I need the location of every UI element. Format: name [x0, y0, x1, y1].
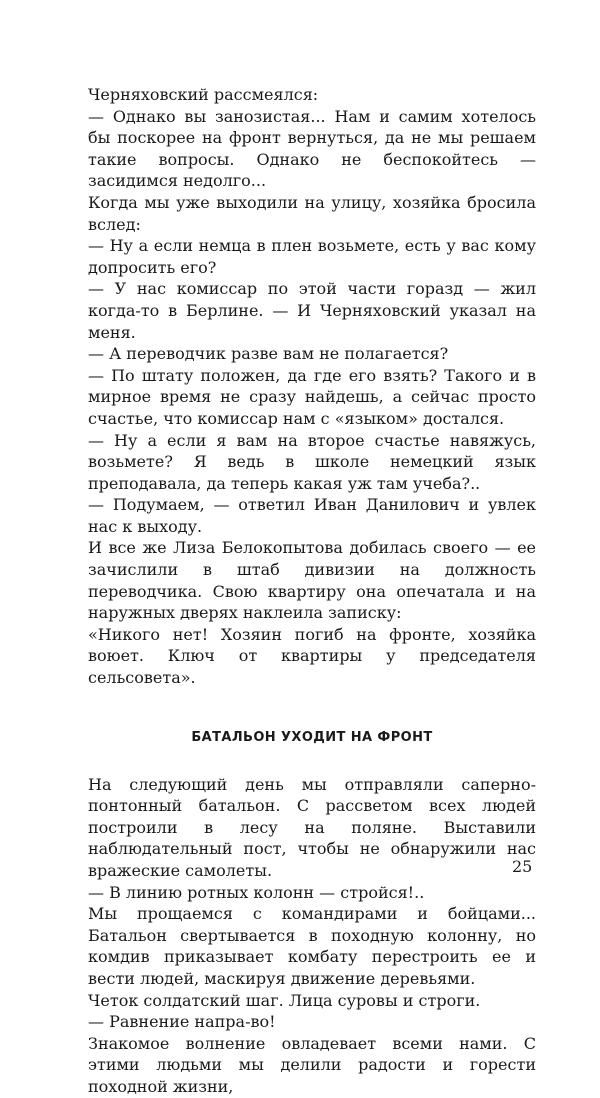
paragraph: Мы прощаемся с командирами и бойцами... Батальон свертывается в походную колонну, но комдив приказывает комбату перестроить ее и вести людей, маскируя движение деревьями. — [88, 904, 536, 988]
paragraph: — В линию ротных колонн — стройся!.. — [88, 882, 425, 902]
paragraph: Четок солдатский шаг. Лица суровы и строги. — [88, 990, 481, 1010]
page-number: 25 — [512, 857, 533, 876]
paragraph: Когда мы уже выходили на улицу, хозяйка бросила вслед: — [88, 192, 536, 234]
paragraph: Черняховский рассмеялся: — [88, 85, 319, 104]
paragraph: — Однако вы занозистая... Нам и самим хотелось бы поскорее на фронт вернуться, да не мы решаем такие вопросы. Однако не беспокойтесь — засидимся недолго... — [88, 106, 536, 191]
paragraph: — Ну а если немца в плен возьмете, есть у вас кому допросить его? — [88, 236, 536, 277]
paragraph: — Подумаем, — ответил Иван Данилович и увлек нас к выходу. — [88, 495, 536, 536]
paragraph: — А переводчик разве вам не полагается? — [88, 344, 449, 364]
chapter-heading: БАТАЛЬОН УХОДИТ НА ФРОНТ — [191, 729, 433, 745]
page-body — [88, 84, 536, 1098]
paragraph: Знакомое волнение овладевает всеми нами. С этими людьми мы делили радости и горести походной жизни, — [88, 1033, 536, 1096]
paragraph: — Ну а если я вам на второе счастье навяжусь, возьмете? Я ведь в школе немецкий язык преподавала, да теперь какая уж там учеба?.. — [88, 430, 536, 493]
paragraph: И все же Лиза Белокопытова добилась своего — ее зачислили в штаб дивизии на должность переводчика. Свою квартиру она опечатала и на наружных дверях наклеила записку: — [88, 538, 536, 623]
paragraph: «Никого нет! Хозяин погиб на фронте, хозяйка воюет. Ключ от квартиры у председателя сельсовета». — [88, 624, 536, 688]
paragraph: — У нас комиссар по этой части горазд — жил когда-то в Берлине. — И Черняховский указал на меня. — [88, 279, 536, 342]
paragraph: — Равнение напра-во! — [88, 1012, 276, 1032]
paragraph: На следующий день мы отправляли саперно-понтонный батальон. С рассветом всех людей построили в лесу на поляне. Выставили наблюдательный пост, чтобы не обнаружили нас вражеские самолеты. — [88, 774, 536, 880]
paragraph: — По штату положен, да где его взять? Такого и в мирное время не сразу найдешь, а сейчас просто счастье, что комиссар нам с «языком» достался. — [88, 365, 536, 428]
